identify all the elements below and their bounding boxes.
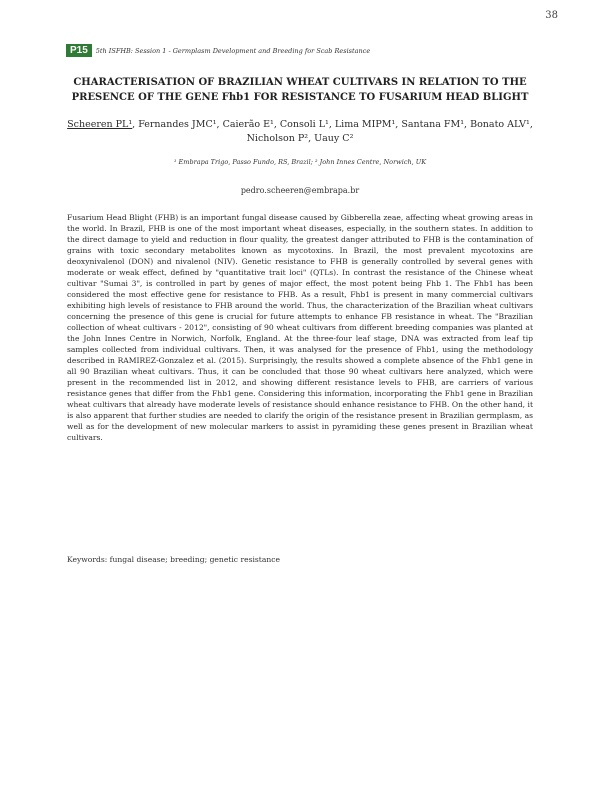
affiliations: ¹ Embrapa Trigo, Passo Fundo, RS, Brazil; ² John Innes Centre, Norwich, UK — [173, 158, 427, 166]
contact-email: pedro.scheeren@embrapa.br — [240, 186, 360, 195]
page-number: 38 — [545, 10, 558, 21]
keywords: Keywords: fungal disease; breeding; genetic resistance — [67, 555, 281, 564]
session-title: 5th ISFHB: Session 1 - Germplasm Development and Breeding for Scab Resistance — [95, 46, 371, 55]
session-badge: P15 — [66, 44, 92, 57]
abstract-body: Fusarium Head Blight (FHB) is an important fungal disease caused by Gibberella zeae, affecting wheat growing areas in the world. In Brazil, FHB is one of the most important wheat diseases, especially, in the southern states. In addition to the direct damage to yield and reduction in flour quality, the greatest danger attributed to FHB is the contamination of grains with toxic secondary metabolites known as mycotoxins. In Brazil, the most prevalent mycotoxins are deoxynivalenol (DON) and nivalenol (NIV). Genetic resistance to FHB is generally controlled by several genes with moderate or weak effect, defined by "quantitative trait loci" (QTLs). In contrast the resistance of the Chinese wheat cultivar "Sumai 3", is controlled in part by genes of major effect, the most potent being Fhb 1. The Fhb1 has been considered the most effective gene for resistance to FHB. As a result, Fhb1 is present in many commercial cultivars exhibiting high levels of resistance to FHB around the world. Thus, the characterization of the Brazilian wheat cultivars concerning the presence of this gene is crucial for future attempts to enhance FB resistance in wheat. The "Brazilian collection of wheat cultivars - 2012", consisting of 90 wheat cultivars from different breeding companies was planted at the John Innes Centre in Norwich, Norfolk, England. At the three-four leaf stage, DNA was extracted from leaf tip samples collected from individual cultivars. Then, it was analysed for the presence of Fhb1, using the methodology described in RAMIREZ-Gonzalez et al. (2015). Surprisingly, the results showed a complete absence of the Fhb1 gene in all 90 Brazilian wheat cultivars. Thus, it can be concluded that those 90 wheat cultivars here analyzed, which were present in the recommended list in 2012, and showing different resistance levels to FHB, are carriers of various resistance genes that differ from the Fhb1 gene. Considering this information, incorporating the Fhb1 gene in Brazilian wheat cultivars that already have moderate levels of resistance should enhance resistance to FHB. On the other hand, it is also apparent that further studies are needed to clarify the origin of the resistance present in Brazilian germplasm, as well as for the development of new molecular markers to assist in pyramiding these genes present in Brazilian wheat cultivars. — [67, 213, 533, 442]
paper-title: CHARACTERISATION OF BRAZILIAN WHEAT CULTIVARS IN RELATION TO THE PRESENCE OF THE GENE Fhb1 FOR RESISTANCE TO FUSARIUM HEAD BLIGHT — [71, 77, 529, 103]
session-header — [66, 44, 370, 57]
author-list — [60, 118, 540, 146]
co-authors: , Fernandes JMC¹, Caierão E¹, Consoli L¹, Lima MIPM¹, Santana FM¹, Bonato ALV¹, Nicholson P², Uauy C² — [132, 119, 533, 144]
presenting-author: Scheeren PL¹ — [67, 119, 133, 130]
